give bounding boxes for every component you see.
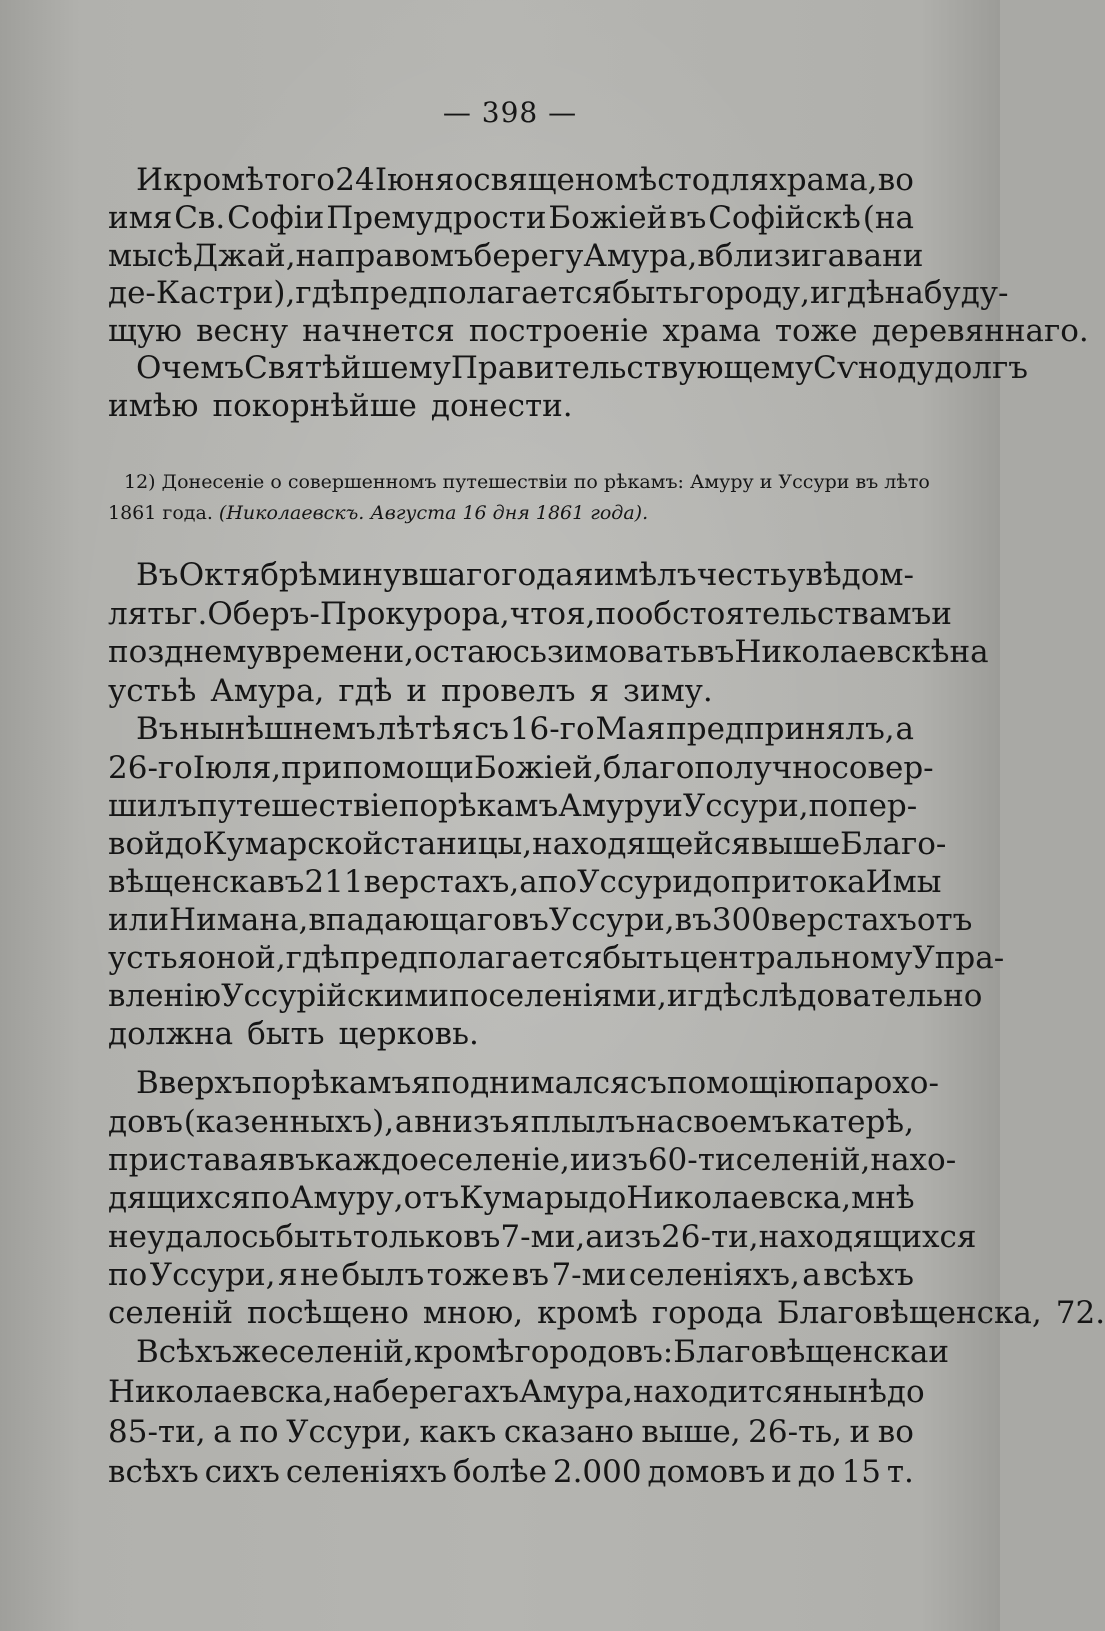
word: Божіей, [473, 750, 603, 786]
word: гдѣ [687, 978, 742, 1014]
word: на [884, 275, 924, 311]
word: верстахъ [770, 902, 917, 938]
word: находится [633, 1374, 803, 1410]
word: чемъ [161, 350, 245, 386]
word: Всѣхъ [136, 1334, 233, 1370]
word: обстоятельствамъ [634, 596, 932, 632]
word: предполагается [339, 940, 603, 976]
paragraph-1-line-5 [108, 311, 1089, 351]
paragraph-1-line-4 [108, 273, 1009, 313]
word: храма, [769, 162, 878, 198]
word: Софійскѣ [708, 200, 861, 236]
word: а [519, 864, 538, 900]
word: (казенныхъ), [183, 1104, 395, 1140]
paragraph-4-line-8 [108, 976, 983, 1016]
word: времени, [264, 634, 414, 670]
word: шилъ [108, 788, 197, 824]
word: съ [629, 1065, 667, 1101]
word: въ [669, 200, 707, 236]
word: до [692, 864, 731, 900]
word: въ [463, 1219, 501, 1255]
word: отъ [403, 1180, 460, 1216]
word: Амура, [519, 1374, 634, 1410]
paragraph-6-line-3 [108, 1412, 914, 1452]
word: О [136, 350, 162, 386]
word: выше [750, 826, 841, 862]
word: Вверхъ [136, 1065, 252, 1101]
word: станицы, [383, 826, 533, 862]
word: и [569, 1142, 591, 1178]
word: выше, [641, 1414, 741, 1450]
word: Имы [865, 864, 942, 900]
word: города [651, 1295, 763, 1331]
word: селеніе, [437, 1142, 570, 1178]
word: Амура, [583, 238, 698, 274]
word: по [398, 788, 439, 824]
word: что [509, 596, 567, 632]
word: а [394, 1104, 414, 1140]
word: мысѣ [108, 238, 193, 274]
paragraph-5-line-4 [108, 1178, 914, 1218]
word: Уссури, [286, 1414, 412, 1450]
word: я, [566, 596, 596, 632]
paragraph-2-line-2 [108, 386, 914, 426]
word: Амуру [558, 788, 663, 824]
word: церковь. [338, 1016, 479, 1052]
word: и [931, 596, 952, 632]
word: позднему [108, 634, 265, 670]
word: построеніе [468, 313, 649, 349]
paragraph-5-line-1 [136, 1063, 939, 1103]
paragraph-4-line-3 [108, 786, 918, 826]
word: Сѵноду [813, 350, 935, 386]
word: нынѣ [802, 1374, 887, 1410]
word: устья [108, 940, 198, 976]
word: 300 [711, 902, 771, 938]
word: парохо- [814, 1065, 939, 1101]
word: поселеніями, [449, 978, 667, 1014]
word: катерѣ, [792, 1104, 914, 1140]
word: селеній, [735, 1142, 871, 1178]
word: только [352, 1219, 464, 1255]
word: удалось [147, 1219, 276, 1255]
word: быть [247, 1016, 325, 1052]
word: Іюля, [192, 750, 282, 786]
word: и [928, 1334, 949, 1370]
word: по [808, 788, 848, 824]
paragraph-1-line-2 [108, 198, 914, 238]
word: тоже [774, 313, 858, 349]
paragraph-3-line-3 [108, 632, 989, 672]
word: посѣщено [246, 1295, 409, 1331]
word: на [295, 238, 335, 274]
word: лѣтѣ [376, 711, 451, 747]
word: имѣлъ [593, 557, 697, 593]
word: быть [611, 275, 690, 311]
word: должна [108, 1016, 234, 1052]
word: Уссури, [548, 902, 675, 938]
word: И [136, 162, 164, 198]
word: въ [267, 864, 305, 900]
word: Оберъ-Прокурора, [207, 596, 510, 632]
word: гдѣ [338, 673, 393, 709]
word: приставая [108, 1142, 278, 1178]
footnote-line-2 [108, 496, 914, 530]
word: буду- [923, 275, 1009, 311]
word: находящейся [532, 826, 751, 862]
word: и [666, 978, 688, 1014]
word: не [108, 1219, 148, 1255]
paragraph-6-line-4 [108, 1452, 914, 1492]
word: храма [662, 313, 761, 349]
footnote-label: 12) [124, 471, 156, 493]
word: помощи [342, 750, 474, 786]
word: при [281, 750, 343, 786]
word: вленію [108, 978, 222, 1014]
word: 26-го [108, 750, 193, 786]
word: Уссури [577, 864, 693, 900]
word: городу, [689, 275, 810, 311]
word: Нимана, [169, 902, 309, 938]
word: Іюня [374, 162, 455, 198]
paragraph-4-line-9 [108, 1014, 914, 1054]
word: для [710, 162, 769, 198]
word: не [299, 1257, 339, 1293]
word: находящихся [758, 1219, 977, 1255]
word: Софіи [227, 200, 325, 236]
word: вблизи [697, 238, 812, 274]
word: минувшаго [317, 557, 501, 593]
word: года [501, 557, 574, 593]
word: Кумарской [202, 826, 384, 862]
word: Амура, [210, 673, 325, 709]
word: внизъ [414, 1104, 510, 1140]
word: центральному [679, 940, 913, 976]
word: своемъ [675, 1104, 792, 1140]
word: зиму. [623, 673, 713, 709]
word: и [809, 275, 831, 311]
paragraph-4-line-2 [108, 748, 934, 788]
word: донести. [430, 388, 573, 424]
word: вой [108, 826, 165, 862]
word: гдѣ [285, 940, 340, 976]
word: Благовѣщенска [673, 1334, 929, 1370]
word: въ [674, 902, 712, 938]
paragraph-4-line-6 [108, 900, 973, 940]
word: 26-ть, [748, 1414, 842, 1450]
word: Благовѣщенска, [776, 1295, 1042, 1331]
word: берегахъ [371, 1374, 520, 1410]
word: и [662, 788, 683, 824]
word: быть [275, 1219, 353, 1255]
word: имѣю [108, 388, 199, 424]
word: болѣе [452, 1454, 547, 1490]
word: 24 [335, 162, 375, 198]
word: во [877, 162, 914, 198]
footnote-date: (Николаевскъ. Августа 16 дня 1861 года). [218, 502, 649, 524]
word: въ [511, 1257, 549, 1293]
word: Уссури, [682, 788, 809, 824]
paragraph-3-line-4 [108, 671, 914, 711]
word: 26-ти, [661, 1219, 759, 1255]
word: устьѣ [108, 673, 197, 709]
word: городовъ: [514, 1334, 674, 1370]
word: до [164, 826, 203, 862]
word: каждое [314, 1142, 438, 1178]
word: въ [511, 902, 549, 938]
word: Упра- [912, 940, 1005, 976]
word: щую [108, 313, 183, 349]
word: а [585, 1219, 604, 1255]
word: по [239, 1414, 279, 1450]
paragraph-4-line-1 [136, 709, 914, 749]
word: берегу [473, 238, 584, 274]
paragraph-4-line-4 [108, 824, 947, 864]
word: въ [277, 1142, 315, 1178]
word: на [635, 1104, 675, 1140]
word: 2.000 [552, 1454, 642, 1490]
word: я [510, 1104, 530, 1140]
word: до [797, 1454, 836, 1490]
paragraph-3-line-1 [136, 555, 914, 595]
word: и [406, 673, 428, 709]
word: весну [196, 313, 289, 349]
word: де-Кастри), [108, 275, 296, 311]
word: 211 [304, 864, 364, 900]
word: въ [697, 634, 735, 670]
word: благополучно [602, 750, 832, 786]
word: пер- [847, 788, 918, 824]
footnote-line-1 [124, 465, 930, 499]
word: по [251, 1065, 291, 1101]
word: Божіей [548, 200, 668, 236]
word: Кумары [459, 1180, 589, 1216]
word: Святѣйшему [244, 350, 451, 386]
word: поднимался [430, 1065, 630, 1101]
footnote-title-line-1: Донесеніе о совершенномъ путешествіи по рѣкамъ: Амуру и Уссури въ лѣто [161, 471, 930, 493]
word: на [332, 1374, 372, 1410]
word: селеній, [278, 1334, 414, 1370]
word: 60-ти [647, 1142, 736, 1178]
word: 7-ми, [500, 1219, 586, 1255]
word: тоже [426, 1257, 510, 1293]
word: мнѣ [851, 1180, 915, 1216]
word: какъ [419, 1414, 497, 1450]
word: былъ [341, 1257, 425, 1293]
word: 7-ми [551, 1257, 627, 1293]
word: всѣхъ [108, 1454, 199, 1490]
word: Уссурійскими [221, 978, 450, 1014]
word: кромѣ [413, 1334, 515, 1370]
word: того [264, 162, 335, 198]
word: дящихся [108, 1180, 251, 1216]
word: долгъ [934, 350, 1028, 386]
word: предполагается [349, 275, 612, 311]
paragraph-6-line-2 [108, 1372, 925, 1412]
word: нынѣшнемъ [179, 711, 376, 747]
word: сихъ [204, 1454, 280, 1490]
paragraph-3-line-2 [108, 594, 952, 634]
paragraph-5-line-6 [108, 1255, 914, 1295]
word: гавани [811, 238, 924, 274]
word: оной, [197, 940, 286, 976]
paragraph-5-line-5 [108, 1217, 977, 1257]
word: кромѣ [537, 1295, 638, 1331]
word: изъ [603, 1219, 662, 1255]
word: сказано [503, 1414, 634, 1450]
word: я [573, 557, 594, 593]
word: Правительствующему [450, 350, 814, 386]
paragraph-1-line-1 [136, 160, 914, 200]
word: рѣкамъ [438, 788, 559, 824]
word: во [877, 1414, 914, 1450]
word: покорнѣйше [212, 388, 417, 424]
paragraph-2-line-1 [136, 348, 1028, 388]
word: мною, [422, 1295, 524, 1331]
paragraph-4-line-7 [108, 938, 1005, 978]
word: изъ [590, 1142, 648, 1178]
word: провелъ [441, 673, 576, 709]
word: Джай, [192, 238, 296, 274]
word: и [849, 1414, 871, 1450]
word: 15 [841, 1454, 881, 1490]
word: а [895, 711, 914, 747]
word: кромѣ [163, 162, 264, 198]
word: Въ [136, 557, 179, 593]
word: рѣкамъ [290, 1065, 412, 1101]
word: вѣщенска [108, 864, 268, 900]
paragraph-1-line-3 [108, 236, 924, 276]
word: 16-го [509, 711, 595, 747]
word: по [595, 596, 635, 632]
word: т. [886, 1454, 914, 1490]
paragraph-5-line-7 [108, 1293, 1105, 1333]
word: совер- [831, 750, 934, 786]
word: всѣхъ [823, 1257, 914, 1293]
word: плылъ [530, 1104, 636, 1140]
word: и [771, 1454, 792, 1490]
word: Мая [595, 711, 666, 747]
word: имя [108, 200, 173, 236]
word: Въ [136, 711, 179, 747]
paragraph-5-line-3 [108, 1140, 957, 1180]
word: по [250, 1180, 290, 1216]
word: Уссури, [149, 1257, 276, 1293]
word: селеніяхъ [285, 1454, 447, 1490]
word: Николаевскѣ [734, 634, 950, 670]
word: правомъ [334, 238, 474, 274]
word: я [411, 1065, 431, 1101]
word: остаюсь [413, 634, 547, 670]
page-number: — 398 — [442, 96, 578, 129]
word: на [949, 634, 989, 670]
word: я [451, 711, 472, 747]
word: до [588, 1180, 627, 1216]
word: отъ [916, 902, 973, 938]
word: предпринялъ, [666, 711, 895, 747]
word: впадающаго [308, 902, 512, 938]
word: Премудрости [326, 200, 547, 236]
paragraph-6-line-1 [136, 1332, 949, 1372]
word: зимовать [546, 634, 698, 670]
word: Октябрѣ [178, 557, 318, 593]
word: или [108, 902, 170, 938]
word: гдѣ [830, 275, 885, 311]
word: гдѣ [295, 275, 350, 311]
word: я [589, 673, 609, 709]
word: Благо- [840, 826, 947, 862]
word: быть [602, 940, 680, 976]
word: до [886, 1374, 925, 1410]
word: селеніяхъ, [628, 1257, 800, 1293]
word: а [213, 1414, 232, 1450]
word: Амуру, [289, 1180, 404, 1216]
word: домовъ [647, 1454, 766, 1490]
word: притока [730, 864, 866, 900]
word: я [277, 1257, 298, 1293]
word: съ [471, 711, 510, 747]
word: (на [862, 200, 914, 236]
word: Николаевска, [626, 1180, 852, 1216]
footnote-year: 1861 года. [108, 502, 213, 524]
word: довъ [108, 1104, 183, 1140]
word: увѣдом- [787, 557, 914, 593]
word: по [537, 864, 578, 900]
word: нахо- [870, 1142, 957, 1178]
word: освящено [454, 162, 615, 198]
word: мѣсто [614, 162, 711, 198]
word: слѣдовательно [741, 978, 983, 1014]
word: Николаевска, [108, 1374, 333, 1410]
paragraph-4-line-5 [108, 862, 942, 902]
word: деревяннаго. [871, 313, 1089, 349]
word: а [802, 1257, 821, 1293]
word: же [232, 1334, 279, 1370]
word: г. [181, 596, 208, 632]
word: начнется [302, 313, 455, 349]
word: верстахъ, [363, 864, 520, 900]
word: по [108, 1257, 148, 1293]
word: путешествіе [196, 788, 399, 824]
word: честь [696, 557, 788, 593]
word: Св. [174, 200, 226, 236]
word: помощію [666, 1065, 815, 1101]
word: 85-ти, [108, 1414, 206, 1450]
paragraph-5-line-2 [108, 1102, 914, 1142]
word: селеній [108, 1295, 233, 1331]
word: лять [108, 596, 182, 632]
word: 72. [1055, 1295, 1105, 1331]
